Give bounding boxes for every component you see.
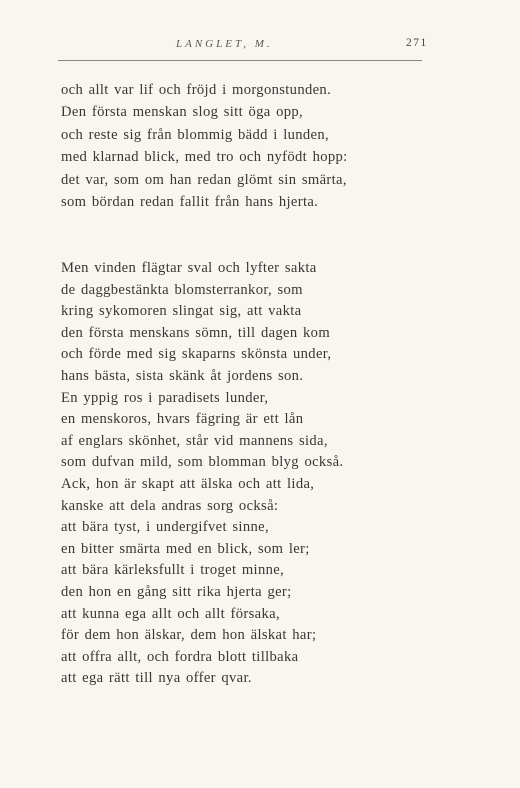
poem-line: en menskoros, hvars fägring är ett lån bbox=[61, 411, 304, 428]
poem-line: att offra allt, och fordra blott tillbaka bbox=[61, 648, 299, 665]
poem-line: kring sykomoren slingat sig, att vakta bbox=[61, 303, 302, 320]
poem-line: att bära kärleksfullt i troget minne, bbox=[61, 562, 285, 579]
poem-line: som dufvan mild, som blomman blyg också. bbox=[61, 454, 344, 471]
page-number: 271 bbox=[406, 37, 428, 49]
stanza-1 bbox=[61, 79, 348, 213]
running-title: LANGLET, M. bbox=[176, 38, 273, 50]
poem-line: att bära tyst, i undergifvet sinne, bbox=[61, 519, 269, 536]
poem-line: kanske att dela andras sorg också: bbox=[61, 497, 279, 514]
poem-line: och allt var lif och fröjd i morgonstunden. bbox=[61, 82, 332, 98]
poem-line: och reste sig från blommig bädd i lunden, bbox=[61, 126, 330, 143]
poem-line: en bitter smärta med en blick, som ler; bbox=[61, 540, 310, 557]
poem-line: den hon en gång sitt rika hjerta ger; bbox=[61, 583, 292, 600]
stanza-2 bbox=[61, 258, 343, 690]
poem-line: som bördan redan fallit från hans hjerta. bbox=[61, 193, 319, 210]
poem-line: En yppig ros i paradisets lunder, bbox=[61, 389, 269, 406]
poem-line: Ack, hon är skapt att älska och att lida, bbox=[61, 475, 315, 492]
running-head bbox=[0, 38, 520, 54]
poem-line: Den första menskan slog sitt öga opp, bbox=[61, 104, 304, 121]
poem-line: den första menskans sömn, till dagen kom bbox=[61, 324, 331, 341]
poem-line: hans bästa, sista skänk åt jordens son. bbox=[61, 367, 304, 384]
poem-line: och förde med sig skaparns skönsta under, bbox=[61, 346, 332, 363]
poem-line: för dem hon älskar, dem hon älskat har; bbox=[61, 627, 317, 644]
poem-line: med klarnad blick, med tro och nyfödt hopp: bbox=[61, 149, 348, 166]
poem-line: att kunna ega allt och allt försaka, bbox=[61, 605, 280, 622]
header-rule bbox=[58, 60, 422, 61]
poem-line: att ega rätt till nya offer qvar. bbox=[61, 670, 252, 687]
poem-line: det var, som om han redan glömt sin smärta, bbox=[61, 171, 347, 188]
poem-line: de daggbestänkta blomsterrankor, som bbox=[61, 281, 303, 298]
poem-line: af englars skönhet, står vid mannens sida, bbox=[61, 432, 328, 449]
poem-line: Men vinden flägtar sval och lyfter sakta bbox=[61, 260, 317, 276]
